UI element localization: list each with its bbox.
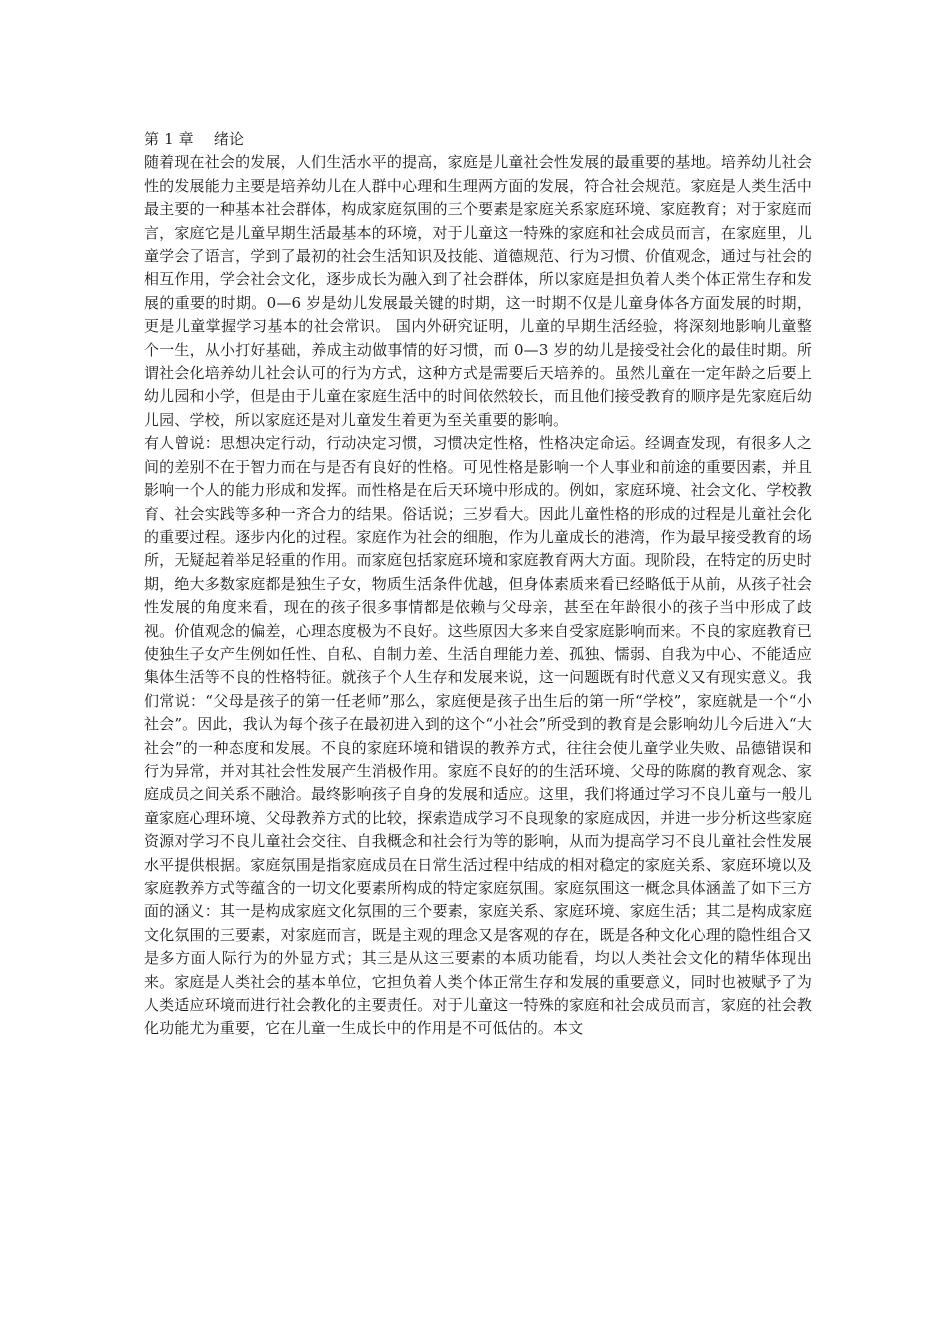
chapter-heading: 第 1 章 绪论 [144,130,245,148]
paragraph-2: 有人曾说：思想决定行动，行动决定习惯，习惯决定性格，性格决定命运。经调查发现，有很多人之间的差别不在于智力而在与是否有良好的性格。可见性格是影响一个人事业和前途的重要因素，并且影响一个人的能力形成和发挥。而性格是在后天环境中形成的。例如，家庭环境、社会文化、学校教育、社会实践等多种一齐合力的结果。俗话说；三岁看大。因此儿童性格的形成的过程是儿童社会化的重要过程。逐步内化的过程。家庭作为社会的细胞，作为儿童成长的港湾，作为最早接受教育的场所，无疑起着举足轻重的作用。而家庭包括家庭环境和家庭教育两大方面。现阶段，在特定的历史时期，绝大多数家庭都是独生子女，物质生活条件优越，但身体素质来看已经略低于从前，从孩子社会性发展的角度来看，现在的孩子很多事情都是依赖与父母亲，甚至在年龄很小的孩子当中形成了歧视。价值观念的偏差，心理态度极为不良好。这些原因大多来自受家庭影响而来。不良的家庭教育已使独生子女产生例如任性、自私、自制力差、生活自理能力差、孤独、懦弱、自我为中心、不能适应集体生活等不良的性格特征。就孩子个人生存和发展来说，这一问题既有时代意义又有现实意义。我们常说：“父母是孩子的第一任老师”那么，家庭便是孩子出生后的第一所“学校”，家庭就是一个“小社会”。因此，我认为每个孩子在最初进入到的这个“小社会”所受到的教育是会影响幼儿今后进入“大社会”的一种态度和发展。不良的家庭环境和错误的教养方式，往往会使儿童学业失败、品德错误和行为异常，并对其社会性发展产生消极作用。家庭不良好的的生活环境、父母的陈腐的教育观念、家庭成员之间关系不融洽。最终影响孩子自身的发展和适应。这里，我们将通过学习不良儿童与一般儿童家庭心理环境、父母教养方式的比较，探索造成学习不良现象的家庭成因，并进一步分析这些家庭资源对学习不良儿童社会交往、自我概念和社会行为等的影响，从而为提高学习不良儿童社会性发展水平提供根据。家庭氛围是指家庭成员在日常生活过程中结成的相对稳定的家庭关系、家庭环境以及家庭教养方式等蕴含的一切文化要素所构成的特定家庭氛围。家庭氛围这一概念具体涵盖了如下三方面的涵义：其一是构成家庭文化氛围的三个要素，家庭关系、家庭环境、家庭生活；其二是构成家庭文化氛围的三要素，对家庭而言，既是主观的理念又是客观的存在，既是各种文化心理的隐性组合又是多方面人际行为的外显方式；其三是从这三要素的本质功能看，均以人类社会文化的精华体现出来。家庭是人类社会的基本单位，它担负着人类个体正常生存和发展的重要意义，同时也被赋予了为人类适应环境而进行社会教化的主要责任。对于儿童这一特殊的家庭和社会成员而言，家庭的社会教化功能尤为重要，它在儿童一生成长中的作用是不可低估的。本文 [144,434,812,1038]
document-body [144,128,812,1041]
paragraph-1: 随着现在社会的发展，人们生活水平的提高，家庭是儿童社会性发展的最重要的基地。培养幼儿社会性的发展能力主要是培养幼儿在人群中心理和生理两方面的发展，符合社会规范。家庭是人类生活中最主要的一种基本社会群体，构成家庭氛围的三个要素是家庭关系家庭环境、家庭教育；对于家庭而言，家庭它是儿童早期生活最基本的环境，对于儿童这一特殊的家庭和社会成员而言，在家庭里，儿童学会了语言，学到了最初的社会生活知识及技能、道德规范、行为习惯、价值观念，通过与社会的相互作用，学会社会文化，逐步成长为融入到了社会群体，所以家庭是担负着人类个体正常生存和发展的重要的时期。0—6 岁是幼儿发展最关键的时期，这一时期不仅是儿童身体各方面发展的时期，更是儿童掌握学习基本的社会常识。 国内外研究证明，儿童的早期生活经验，将深刻地影响儿童整个一生，从小打好基础，养成主动做事情的好习惯，而 0—3 岁的幼儿是接受社会化的最佳时期。所谓社会化培养幼儿社会认可的行为方式，这种方式是需要后天培养的。虽然儿童在一定年龄之后要上幼儿园和小学，但是由于儿童在家庭生活中的时间依然较长，而且他们接受教育的顺序是先家庭后幼儿园、学校，所以家庭还是对儿童发生着更为至关重要的影响。 [144,153,812,429]
